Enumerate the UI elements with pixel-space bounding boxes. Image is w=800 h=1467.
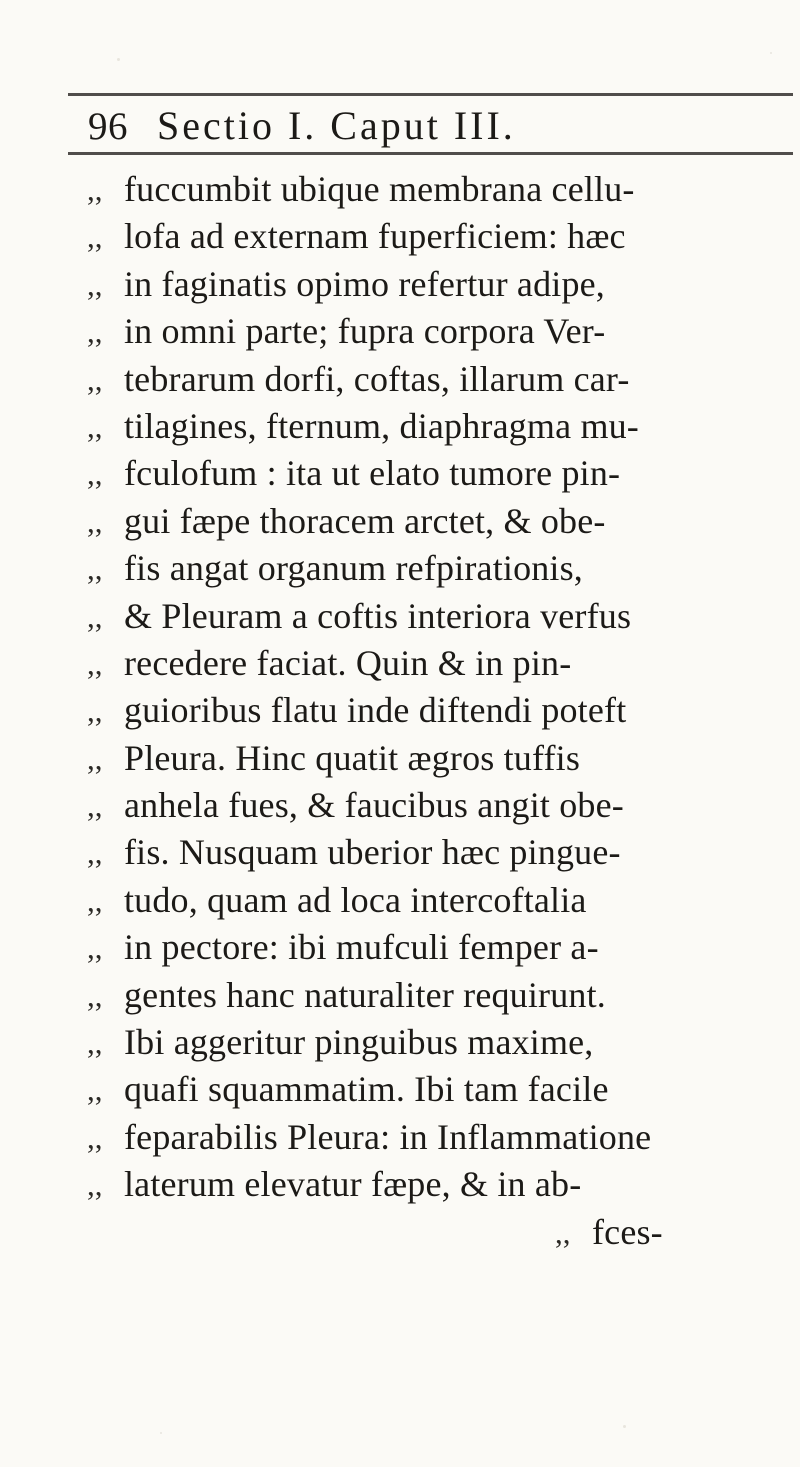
- line-text: recedere faciat. Quin & in pin-: [124, 642, 572, 683]
- quotation-mark: ,,: [87, 835, 103, 871]
- quotation-mark: ,,: [87, 1025, 103, 1061]
- paper-speck: [770, 52, 772, 54]
- line-text: in faginatis opimo refertur adipe,: [124, 263, 605, 304]
- text-line: [87, 829, 787, 876]
- quotation-mark: ,,: [87, 1167, 103, 1203]
- line-text: feparabilis Pleura: in Inflammatione: [124, 1116, 652, 1157]
- quotation-mark: ,,: [87, 645, 103, 681]
- quotation-mark: ,,: [87, 408, 103, 444]
- quotation-mark: ,,: [87, 930, 103, 966]
- text-line: [87, 1066, 787, 1113]
- paper-speck: [117, 58, 120, 61]
- quotation-mark: ,,: [87, 693, 103, 729]
- paper-speck: [623, 1425, 626, 1428]
- text-line: [87, 640, 787, 687]
- text-line: [87, 356, 787, 403]
- text-line: [87, 735, 787, 782]
- text-line: [87, 1019, 787, 1066]
- catchword: fces-: [592, 1211, 663, 1252]
- line-text: & Pleuram a coftis interiora verfus: [124, 595, 632, 636]
- quotation-mark: ,,: [87, 788, 103, 824]
- text-line: [87, 1114, 787, 1161]
- line-text: quafi squammatim. Ibi tam facile: [124, 1069, 609, 1110]
- paper-speck: [160, 1432, 162, 1434]
- line-text: fis. Nusquam uberior hæc pingue-: [124, 832, 621, 873]
- line-text: Ibi aggeritur pinguibus maxime,: [124, 1022, 594, 1063]
- quotation-mark: ,,: [87, 1119, 103, 1155]
- quotation-mark: ,,: [87, 740, 103, 776]
- text-line: [87, 782, 787, 829]
- line-text: tebrarum dorfi, coftas, illarum car-: [124, 358, 630, 399]
- catchword-line: [87, 1209, 787, 1256]
- quotation-mark: ,,: [87, 456, 103, 492]
- quotation-mark: ,,: [87, 598, 103, 634]
- text-line: [87, 1161, 787, 1208]
- text-line: [87, 261, 787, 308]
- line-text: in pectore: ibi mufculi femper a-: [124, 927, 599, 968]
- quotation-mark: ,,: [87, 977, 103, 1013]
- line-text: fculofum : ita ut elato tumore pin-: [124, 453, 621, 494]
- line-text: Pleura. Hinc quatit ægros tuffis: [124, 737, 581, 778]
- line-text: laterum elevatur fæpe, & in ab-: [124, 1164, 582, 1205]
- text-line: [87, 687, 787, 734]
- line-text: fis angat organum refpirationis,: [124, 548, 583, 589]
- quotation-mark: ,,: [87, 219, 103, 255]
- line-text: tudo, quam ad loca intercoftalia: [124, 879, 587, 920]
- quotation-mark: ,,: [87, 1072, 103, 1108]
- line-text: gentes hanc naturaliter requirunt.: [124, 974, 606, 1015]
- quotation-mark: ,,: [87, 503, 103, 539]
- quotation-mark: ,,: [87, 172, 103, 207]
- page-number: 96: [88, 105, 128, 148]
- line-text: guioribus flatu inde diftendi poteft: [124, 690, 627, 731]
- quotation-mark: ,,: [87, 551, 103, 587]
- text-line: [87, 972, 787, 1019]
- line-text: gui fæpe thoracem arctet, & obe-: [124, 500, 606, 541]
- header-top-rule: [68, 93, 793, 96]
- line-text: lofa ad externam fuperficiem: hæc: [124, 216, 626, 257]
- latin-text-block: [87, 166, 787, 1426]
- line-text: fuccumbit ubique membrana cellu-: [124, 169, 635, 209]
- running-head: Sectio I. Caput III.: [157, 103, 516, 148]
- quotation-mark: ,,: [87, 882, 103, 918]
- text-line: [87, 924, 787, 971]
- quotation-mark: ,,: [555, 1214, 571, 1250]
- page-header: [88, 98, 778, 154]
- text-line: [87, 877, 787, 924]
- quotation-mark: ,,: [87, 266, 103, 302]
- text-line: [87, 166, 787, 213]
- text-line: [87, 213, 787, 260]
- text-line: [87, 498, 787, 545]
- line-text: tilagines, fternum, diaphragma mu-: [124, 405, 639, 446]
- text-line: [87, 308, 787, 355]
- line-text: in omni parte; fupra corpora Ver-: [124, 311, 606, 352]
- quotation-mark: ,,: [87, 361, 103, 397]
- text-line: [87, 593, 787, 640]
- text-line: [87, 450, 787, 497]
- line-text: anhela fues, & faucibus angit obe-: [124, 785, 624, 826]
- quotation-mark: ,,: [87, 314, 103, 350]
- text-line: [87, 545, 787, 592]
- text-line: [87, 403, 787, 450]
- header-bottom-rule: [68, 152, 793, 155]
